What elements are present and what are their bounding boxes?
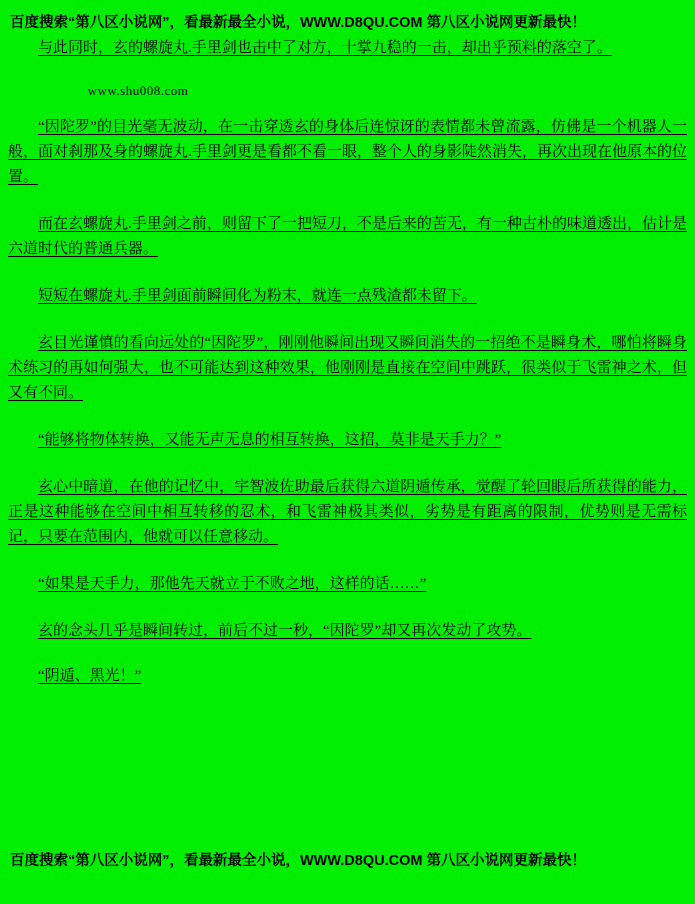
chapter-body: [8, 32, 687, 689]
paragraph: 而在玄螺旋丸.手里剑之前，则留下了一把短刀，不是后来的苦无，有一种古朴的味道透出，估计是六道时代的普通兵器。: [8, 216, 687, 257]
promo-banner-top: 百度搜索“第八区小说网”，看最新最全小说，WWW.D8QU.COM 第八区小说网更新最快！: [10, 15, 586, 31]
paragraph: 与此同时，玄的螺旋丸.手里剑也击中了对方，十掌九稳的一击，却出乎预料的落空了。: [38, 40, 612, 56]
site-url-watermark: www.shu008.com: [87, 83, 189, 98]
paragraph: 玄目光谨慎的看向远处的“因陀罗”，刚刚他瞬间出现又瞬间消失的一招绝不是瞬身术，哪怕将瞬身术练习的再如何强大，也不可能达到这种效果，他刚刚是直接在空间中跳跃，很类似于飞雷神之术，但又有不同。: [8, 335, 687, 401]
paragraph: 短短在螺旋丸.手里剑面前瞬间化为粉末，就连一点残渣都未留下。: [38, 288, 477, 304]
paragraph: “能够将物体转换，又能无声无息的相互转换，这招，莫非是天手力？”: [38, 432, 502, 448]
paragraph: 玄的念头几乎是瞬间转过，前后不过一秒，“因陀罗”却又再次发动了攻势。: [38, 623, 532, 639]
paragraph: “如果是天手力，那他先天就立于不败之地，这样的话……”: [38, 576, 427, 592]
paragraph: “因陀罗”的目光毫无波动，在一击穿透玄的身体后连惊讶的表情都未曾流露，仿佛是一个机器人一般，面对刹那及身的螺旋丸.手里剑更是看都不看一眼，整个人的身影陡然消失，再次出现在他原本的位置。: [8, 119, 687, 185]
paragraph: “阴遁、黑光！”: [38, 668, 142, 684]
paragraph: 玄心中暗道，在他的记忆中，宇智波佐助最后获得六道阴遁传承，觉醒了轮回眼后所获得的能力，正是这种能够在空间中相互转移的忍术，和飞雷神极其类似，劣势是有距离的限制，优势则是无需标记，只要在范围内，他就可以任意移动。: [8, 479, 687, 545]
promo-banner-bottom: 百度搜索“第八区小说网”，看最新最全小说，WWW.D8QU.COM 第八区小说网更新最快！: [10, 853, 586, 869]
